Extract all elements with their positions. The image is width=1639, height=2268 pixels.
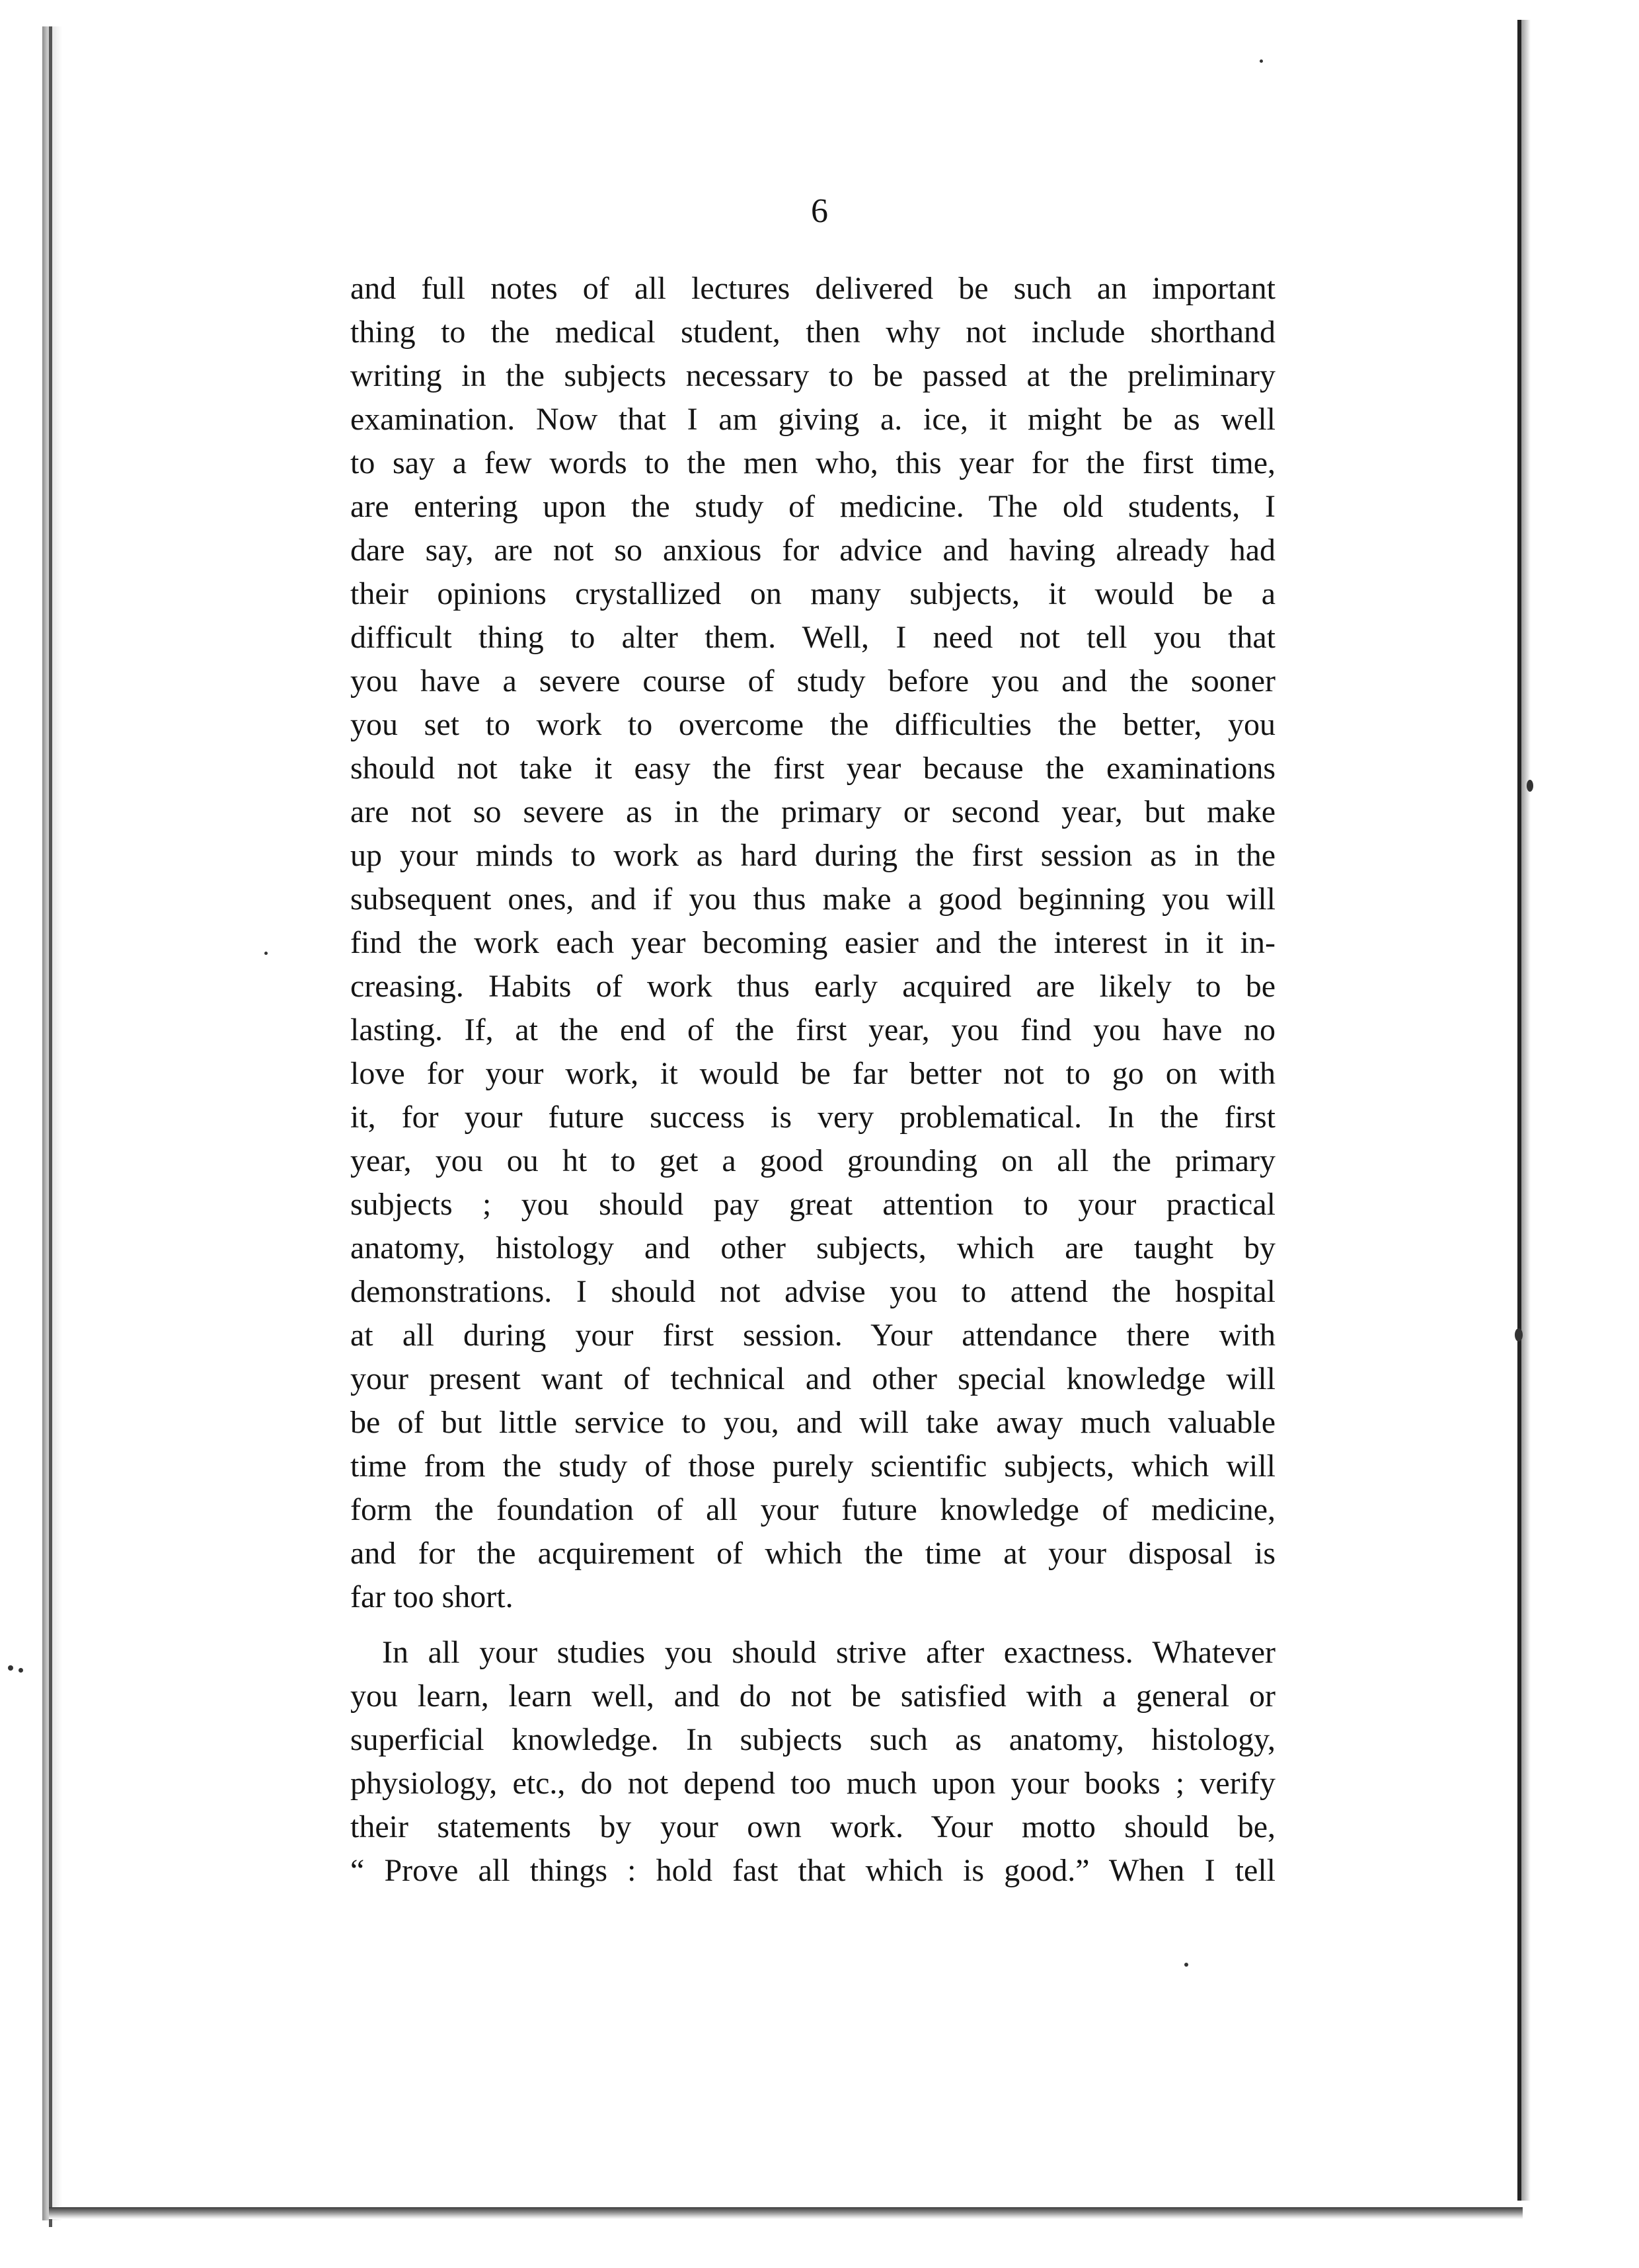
text-line: far too short. bbox=[350, 1579, 514, 1614]
scan-speck bbox=[8, 1665, 13, 1671]
scan-speck bbox=[1515, 1328, 1523, 1342]
text-line: and for the acquirement of which the time at your disposal is bbox=[350, 1536, 1276, 1571]
left-binding-line bbox=[49, 26, 52, 2227]
right-edge-shadow bbox=[1521, 20, 1531, 2201]
text-line: demonstrations. I should not advise you to attend the hospital bbox=[350, 1274, 1276, 1309]
text-line: at all during your first session. Your attendance there with bbox=[350, 1318, 1276, 1353]
scan-speck bbox=[1527, 780, 1533, 792]
text-line: to say a few words to the men who, this year for the first time, bbox=[350, 445, 1276, 480]
text-line: love for your work, it would be far better not to go on with bbox=[350, 1056, 1276, 1091]
text-line: thing to the medical student, then why not include shorthand bbox=[350, 315, 1276, 350]
body-text bbox=[350, 267, 1276, 1893]
text-line: you learn, learn well, and do not be satisfied with a general or bbox=[350, 1679, 1276, 1714]
text-line: examination. Now that I am giving a. ice, it might be as well bbox=[350, 402, 1276, 437]
text-line: anatomy, histology and other subjects, which are taught by bbox=[350, 1230, 1276, 1266]
text-line: difficult thing to alter them. Well, I need not tell you that bbox=[350, 620, 1276, 655]
text-line: In all your studies you should strive after exactness. Whatever bbox=[382, 1635, 1276, 1670]
text-line: lasting. If, at the end of the first year, you find you have no bbox=[350, 1012, 1276, 1047]
text-line: physiology, etc., do not depend too much upon your books ; verify bbox=[350, 1766, 1276, 1801]
text-line: your present want of technical and other special knowledge will bbox=[350, 1361, 1276, 1396]
text-line: subsequent ones, and if you thus make a good beginning you will bbox=[350, 882, 1276, 917]
text-line: their opinions crystallized on many subjects, it would be a bbox=[350, 576, 1276, 611]
text-line: be of but little service to you, and will take away much valuable bbox=[350, 1405, 1276, 1440]
text-line: creasing. Habits of work thus early acquired are likely to be bbox=[350, 969, 1276, 1004]
bottom-page-edge bbox=[49, 2207, 1523, 2219]
text-line: year, you ou ht to get a good grounding on all the primary bbox=[350, 1143, 1276, 1178]
text-line: form the foundation of all your future knowledge of medicine, bbox=[350, 1492, 1276, 1527]
text-line: time from the study of those purely scientific subjects, which will bbox=[350, 1449, 1276, 1484]
text-line: should not take it easy the first year because the examinations bbox=[350, 751, 1276, 786]
text-line: are not so severe as in the primary or second year, but make bbox=[350, 794, 1276, 829]
text-line: subjects ; you should pay great attention to your practical bbox=[350, 1187, 1276, 1222]
paragraph-2 bbox=[350, 1631, 1276, 1893]
text-line: are entering upon the study of medicine. The old students, I bbox=[350, 489, 1276, 524]
scan-speck bbox=[19, 1668, 23, 1673]
text-line: and full notes of all lectures delivered be such an important bbox=[350, 271, 1276, 306]
page-number: 6 bbox=[811, 192, 828, 230]
text-line: dare say, are not so anxious for advice and having already had bbox=[350, 533, 1276, 568]
text-line: their statements by your own work. Your motto should be, bbox=[350, 1809, 1276, 1844]
scan-speck bbox=[264, 952, 268, 955]
scan-speck bbox=[1260, 59, 1263, 63]
text-line: writing in the subjects necessary to be passed at the preliminary bbox=[350, 358, 1276, 393]
left-page-edge bbox=[42, 26, 62, 2220]
text-line: you set to work to overcome the difficulties the better, you bbox=[350, 707, 1276, 742]
text-line: “ Prove all things : hold fast that which is good.” When I tell bbox=[350, 1853, 1276, 1888]
text-line: up your minds to work as hard during the first session as in the bbox=[350, 838, 1276, 873]
paragraph-1 bbox=[350, 267, 1276, 1619]
scan-speck bbox=[1184, 1963, 1188, 1967]
text-line: find the work each year becoming easier and the interest in it in- bbox=[350, 925, 1276, 960]
text-line: superficial knowledge. In subjects such as anatomy, histology, bbox=[350, 1722, 1276, 1757]
text-line: it, for your future success is very problematical. In the first bbox=[350, 1100, 1276, 1135]
text-line: you have a severe course of study before you and the sooner bbox=[350, 663, 1276, 699]
